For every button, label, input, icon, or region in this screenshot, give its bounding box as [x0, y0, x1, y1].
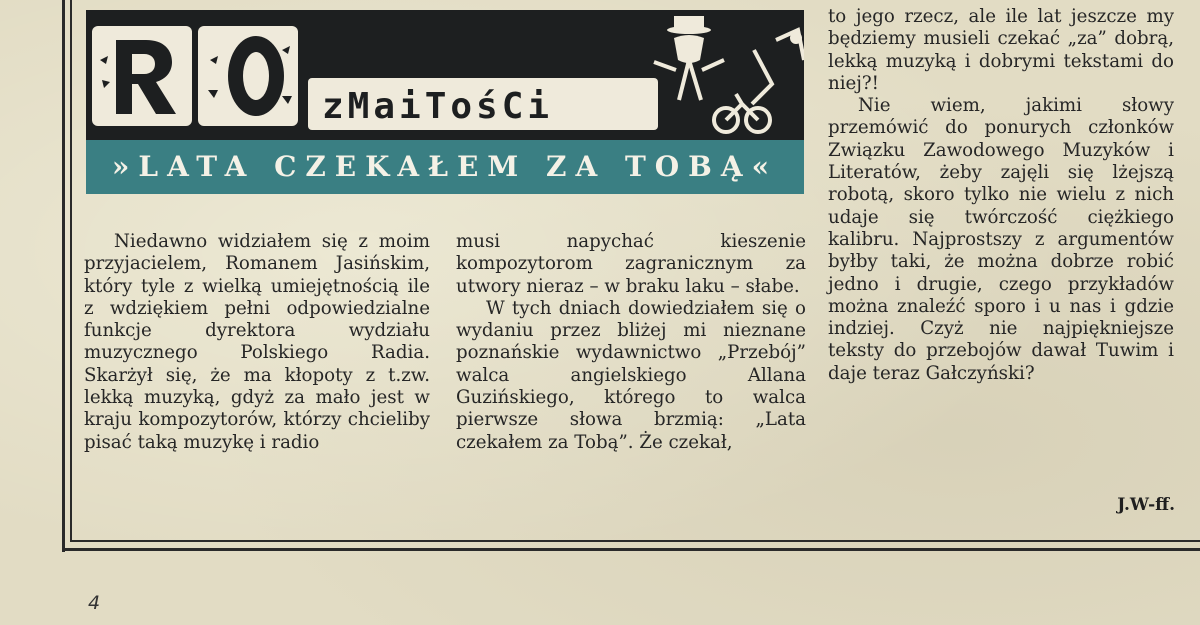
author-signature: J.W-ff. [1117, 495, 1175, 515]
article-paragraph: W tych dniach dowiedziałem się o wydaniu przez bliżej mi nieznane poznańskie wydawnictwo „Przebój” walca angielskiego Allana Guzińskiego, którego to walca pierwsze słowa brzmią: „Lata czekałem za Tobą”. Że czekał, [456, 297, 806, 453]
article-column-1 [84, 231, 430, 454]
letter-r-block [92, 26, 192, 126]
frame-line-left [62, 0, 65, 552]
banner-small-word: zMaiTośCi [322, 86, 554, 127]
banner-artwork [86, 10, 804, 140]
article-paragraph: Niedawno widziałem się z moim przyjacielem, Romanem Jasińskim, który tyle z wielką umiejętnością ile z wdziękiem pełni odpowiedzialne funkcje dyrektora wydziału muzycznego Polskiego Radia. Skarżył się, że ma kłopoty z t.zw. lekką muzyką, gdyż za mało jest w kraju kompozytorów, którzy chcieliby pisać taką muzykę i radio [84, 231, 430, 453]
frame-line-inner-left [70, 0, 72, 542]
banner-subtitle: »LATA CZEKAŁEM ZA TOBĄ« [86, 140, 804, 194]
frame-line-bottom-inner [70, 540, 1200, 542]
article-paragraph: musi napychać kieszenie kompozytorom zagranicznym za utwory nieraz – w braku laku – słabe. [456, 231, 806, 297]
decorative-figure-illustration [654, 18, 804, 132]
page-number: 4 [88, 592, 101, 614]
article-paragraph: Nie wiem, jakimi słowy przemówić do ponurych członków Związku Zawodowego Muzyków i Literatów, żeby zajęli się lżejszą robotą, skoro tylko nie wielu z nich udaje się twórczość ciężkiego kalibru. Najprostszy z argumentów byłby taki, że można dobrze robić jedno i drugie, czego przykładów można znaleźć sporo i u nas i gdzie indziej. Czyż nie najpiękniejsze teksty do przebojów dawał Tuwim i daje teraz Gałczyński? [828, 95, 1174, 384]
small-word-panel [308, 78, 658, 130]
article-column-2 [456, 231, 806, 454]
letter-o-block [198, 26, 298, 126]
frame-line-bottom [62, 548, 1200, 551]
column-banner [86, 10, 804, 140]
article-paragraph: to jego rzecz, ale ile lat jeszcze my będziemy musieli czekać „za” dobrą, lekką muzyką i dobrymi tekstami do niej?! [828, 6, 1174, 94]
article-column-3 [828, 6, 1174, 385]
